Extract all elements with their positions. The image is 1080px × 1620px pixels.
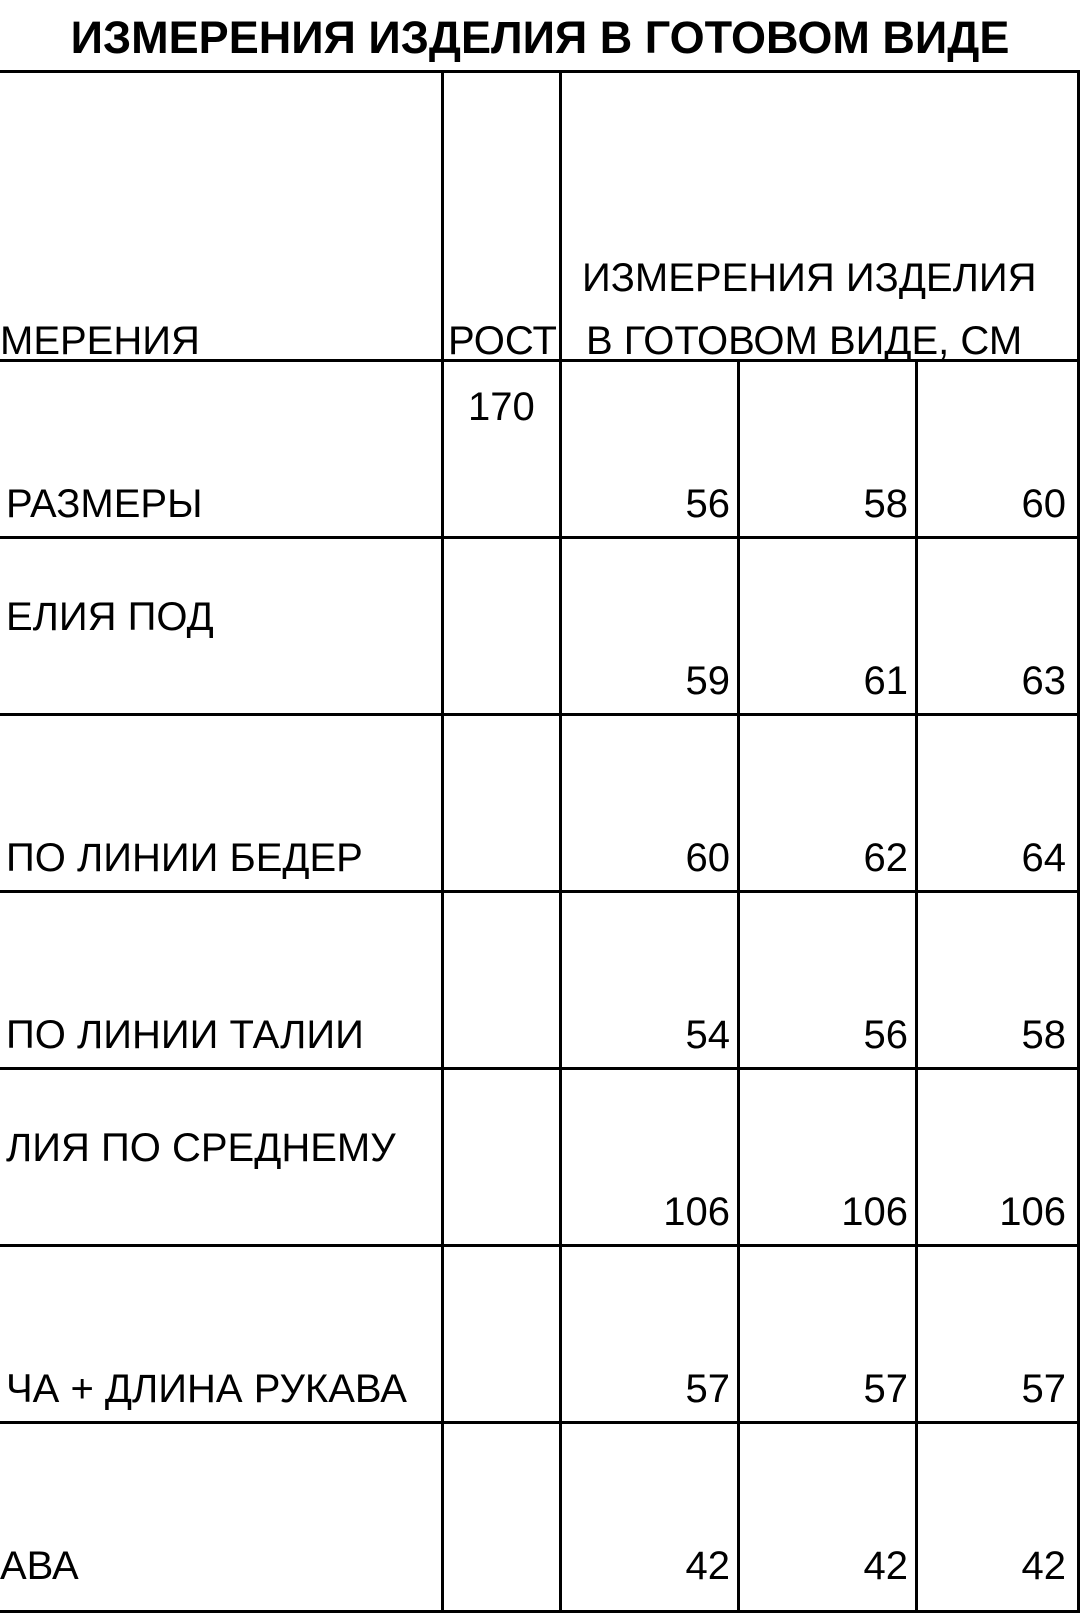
row-divider (0, 713, 1080, 716)
size-value-cell: 61 (863, 659, 908, 703)
size-value-cell: 106 (663, 1190, 730, 1234)
row-label-bottom: ПО ЛИНИИ ТАЛИИ (6, 1013, 364, 1057)
row-divider (0, 1067, 1080, 1070)
row-label-top: ЛИЯ ПО СРЕДНЕМУ (6, 1126, 396, 1170)
row-divider (0, 890, 1080, 893)
size-value-cell: 60 (685, 836, 730, 880)
height-value: 170 (468, 385, 535, 429)
finished-measurements-header-line1: ИЗМЕРЕНИЯ ИЗДЕЛИЯ (582, 256, 1037, 300)
row-label-bottom: АВА (0, 1544, 79, 1588)
size-value-cell: 64 (1021, 836, 1066, 880)
finished-measurements-header-line2: В ГОТОВОМ ВИДЕ, СМ (586, 319, 1023, 363)
size-value-cell: 62 (863, 836, 908, 880)
table-border-bottom (0, 1610, 1080, 1613)
size-value-cell: 54 (685, 1013, 730, 1057)
row-label-bottom: ПО ЛИНИИ БЕДЕР (6, 836, 363, 880)
size-value-cell: 106 (841, 1190, 908, 1234)
measurement-column-header: МЕРЕНИЯ (0, 319, 200, 363)
size-value-cell: 59 (685, 659, 730, 703)
column-divider-height (559, 70, 562, 1613)
row-divider (0, 1421, 1080, 1424)
height-column-header: РОСТ (448, 319, 557, 363)
row-label-bottom: РАЗМЕРЫ (6, 482, 203, 526)
row-label-top: ЕЛИЯ ПОД (6, 595, 214, 639)
table-border-top (0, 70, 1080, 73)
row-divider (0, 1244, 1080, 1247)
column-divider-label (441, 70, 444, 1613)
size-value-cell: 57 (1021, 1367, 1066, 1411)
row-divider (0, 536, 1080, 539)
size-value-cell: 60 (1021, 482, 1066, 526)
page-title: ИЗМЕРЕНИЯ ИЗДЕЛИЯ В ГОТОВОМ ВИДЕ (70, 12, 1010, 63)
row-label-bottom: ЧА + ДЛИНА РУКАВА (6, 1367, 407, 1411)
column-divider-size-1 (737, 359, 740, 1613)
size-value-cell: 42 (685, 1544, 730, 1588)
column-divider-size-2 (915, 359, 918, 1613)
size-value-cell: 42 (1021, 1544, 1066, 1588)
size-value-cell: 56 (685, 482, 730, 526)
size-value-cell: 57 (685, 1367, 730, 1411)
size-value-cell: 58 (1021, 1013, 1066, 1057)
size-value-cell: 56 (863, 1013, 908, 1057)
size-value-cell: 106 (999, 1190, 1066, 1234)
size-value-cell: 42 (863, 1544, 908, 1588)
size-value-cell: 63 (1021, 659, 1066, 703)
size-value-cell: 58 (863, 482, 908, 526)
size-value-cell: 57 (863, 1367, 908, 1411)
